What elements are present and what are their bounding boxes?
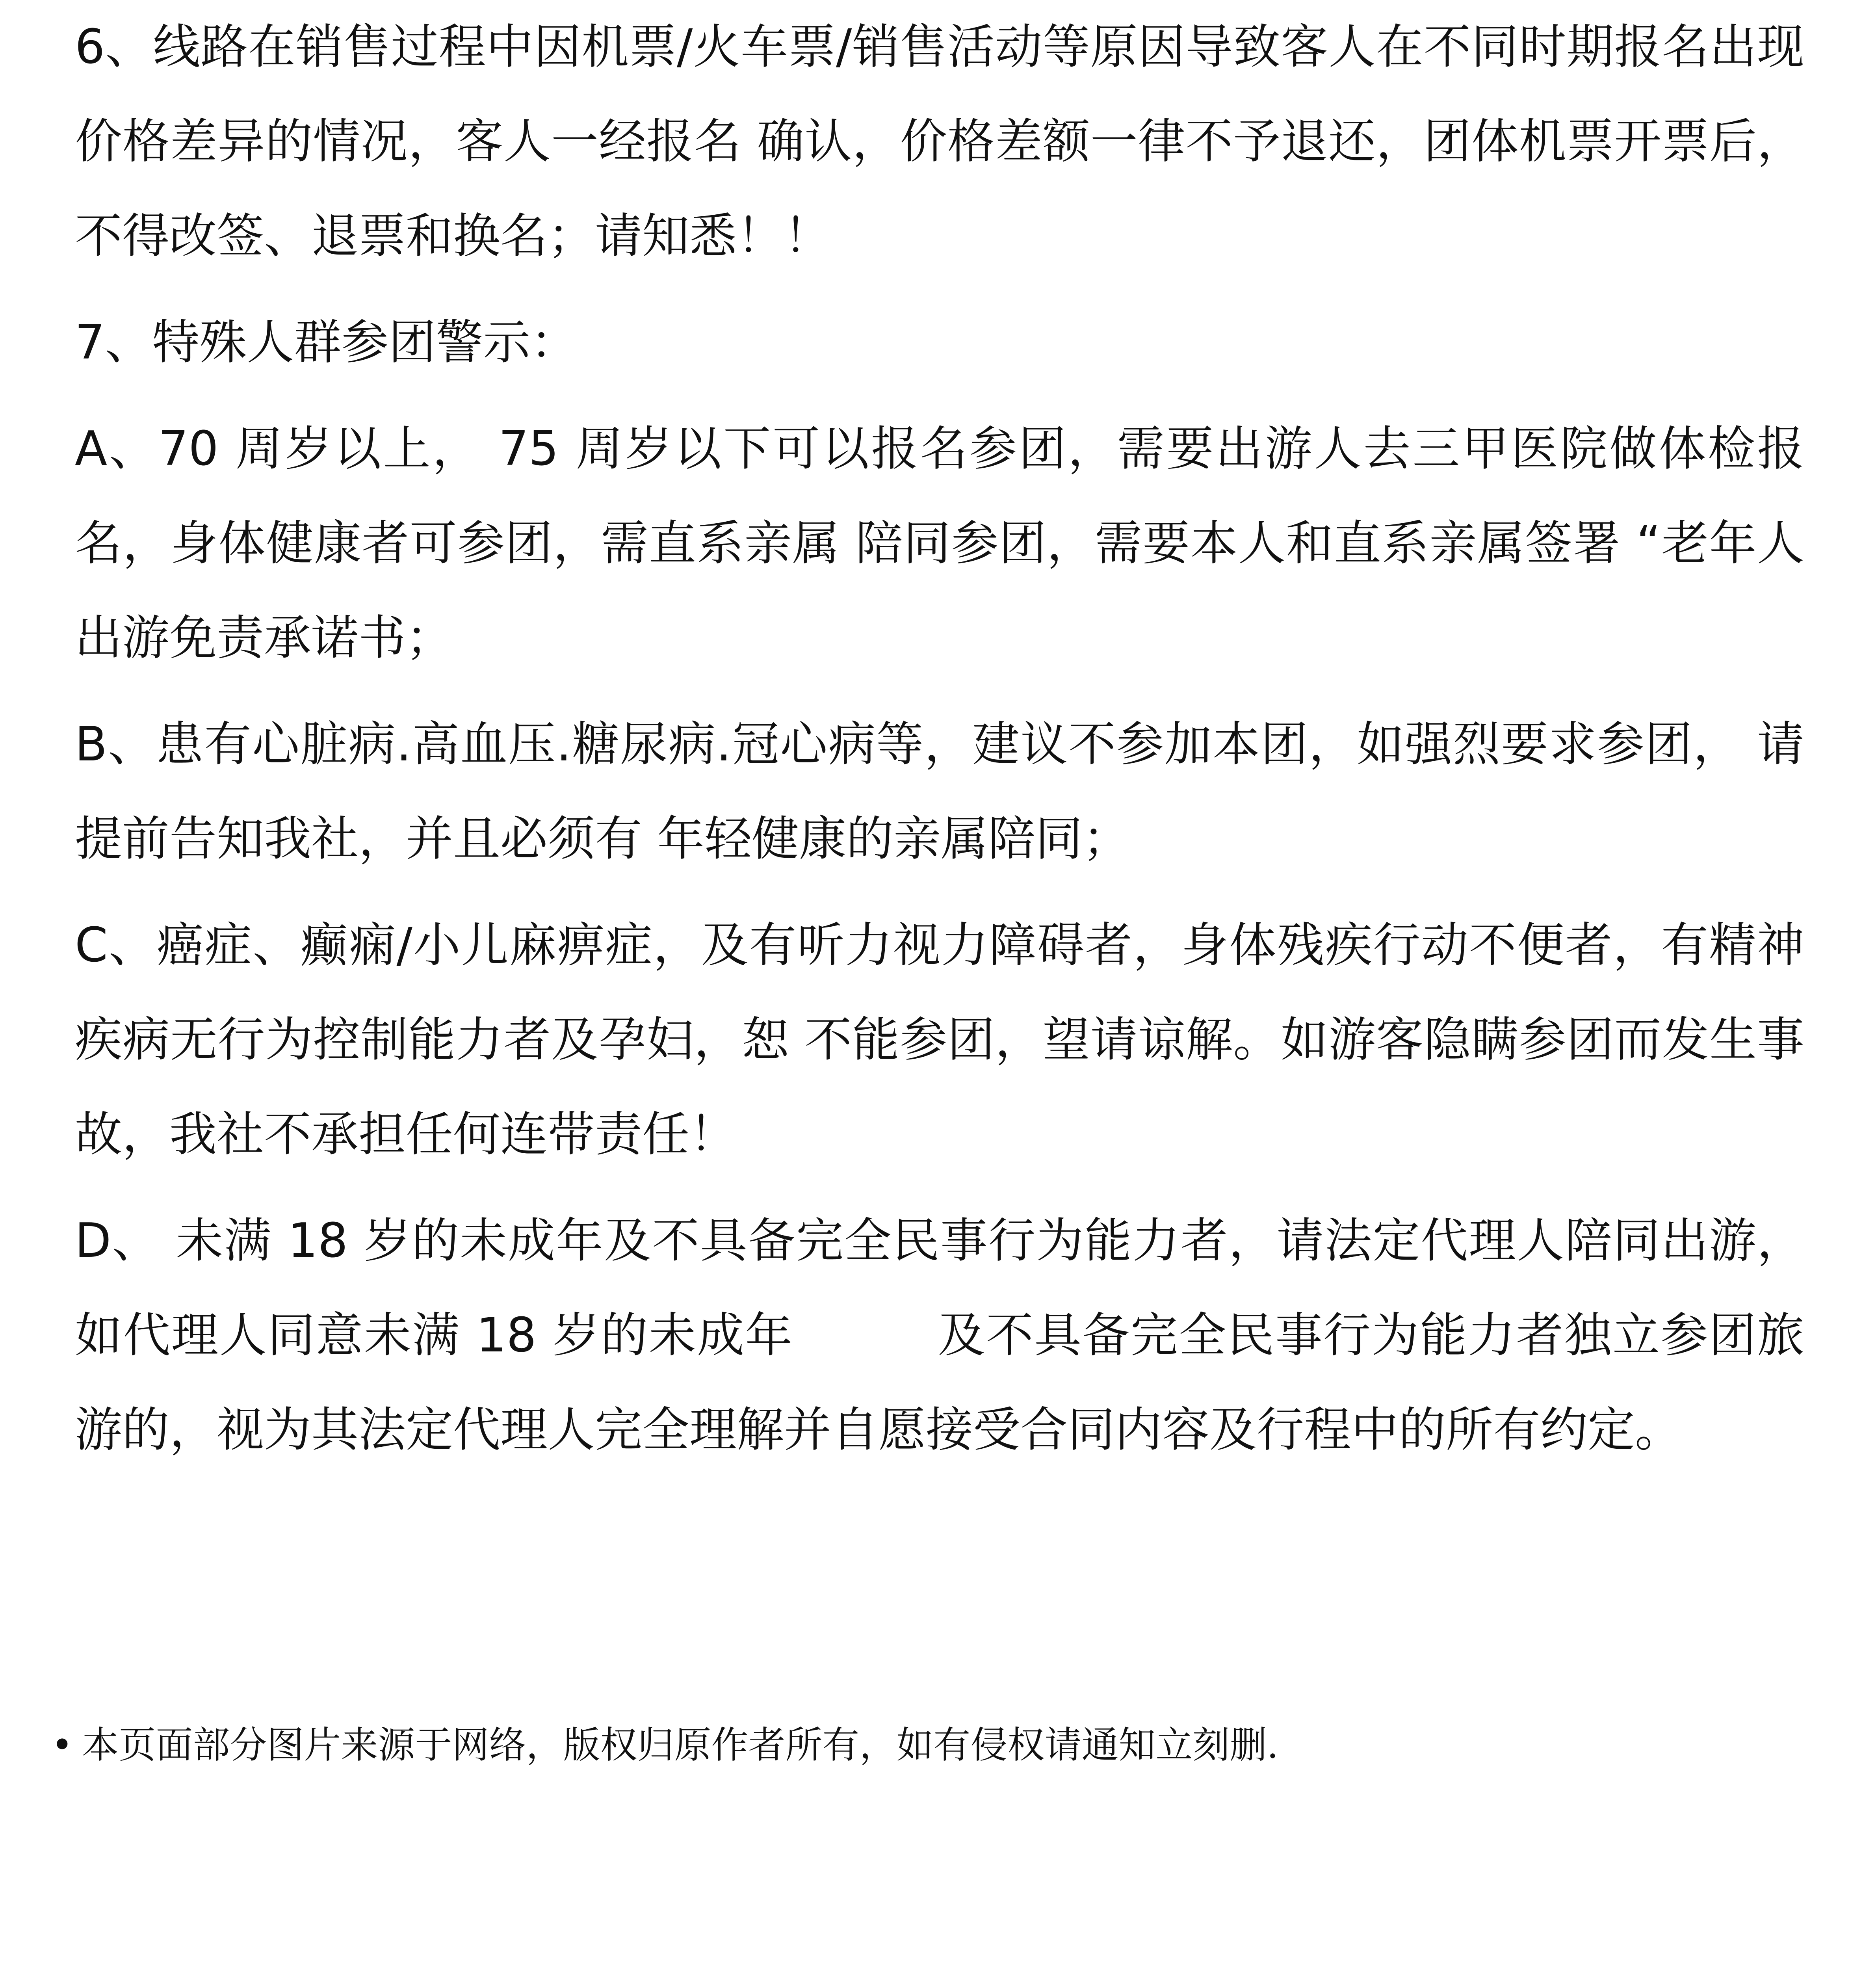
notice-item-d: D、 未满 18 岁的未成年及不具备完全民事行为能力者，请法定代理人陪同出游， 如代理人同意未满 18 岁的未成年 及不具备完全民事行为能力者独立参团旅游的，视为其法定代理人完全理解并自愿接受合同内容及行程中的所有约定。 [75,1214,1804,1457]
notice-item-b: B、患有心脏病.高血压.糖尿病.冠心病等，建议不参加本团，如强烈要求参团， 请提前告知我社，并且必须有 年轻健康的亲属陪同； [75,717,1804,866]
notice-item-c: C、癌症、癫痫/小儿麻痹症，及有听力视力障碍者，身体残疾行动不便者，有精神疾病无行为控制能力者及孕妇，恕 不能参团，望请谅解。如游客隐瞒参团而发生事故，我社不承担任何连带责任！ [75,918,1804,1162]
notice-item-a: A、70 周岁以上， 75 周岁以下可以报名参团，需要出游人去三甲医院做体检报名，身体健康者可参团，需直系亲属 陪同参团，需要本人和直系亲属签署 “老年人出游免责承诺书； [75,422,1804,665]
footnote-text: 本页面部分图片来源于网络，版权归原作者所有，如有侵权请通知立刻删. [82,1724,1279,1767]
bullet-icon: • [51,1724,73,1767]
notice-body [75,0,1804,1478]
notice-item-7-heading: 7、特殊人群参团警示： [75,315,578,370]
notice-item-6: 6、线路在销售过程中因机票/火车票/销售活动等原因导致客人在不同时期报名出现价格差异的情况，客人一经报名 确认，价格差额一律不予退还，团体机票开票后， 不得改签、退票和换名；请知悉！！ [75,20,1804,264]
copyright-footnote [51,1714,1824,1777]
